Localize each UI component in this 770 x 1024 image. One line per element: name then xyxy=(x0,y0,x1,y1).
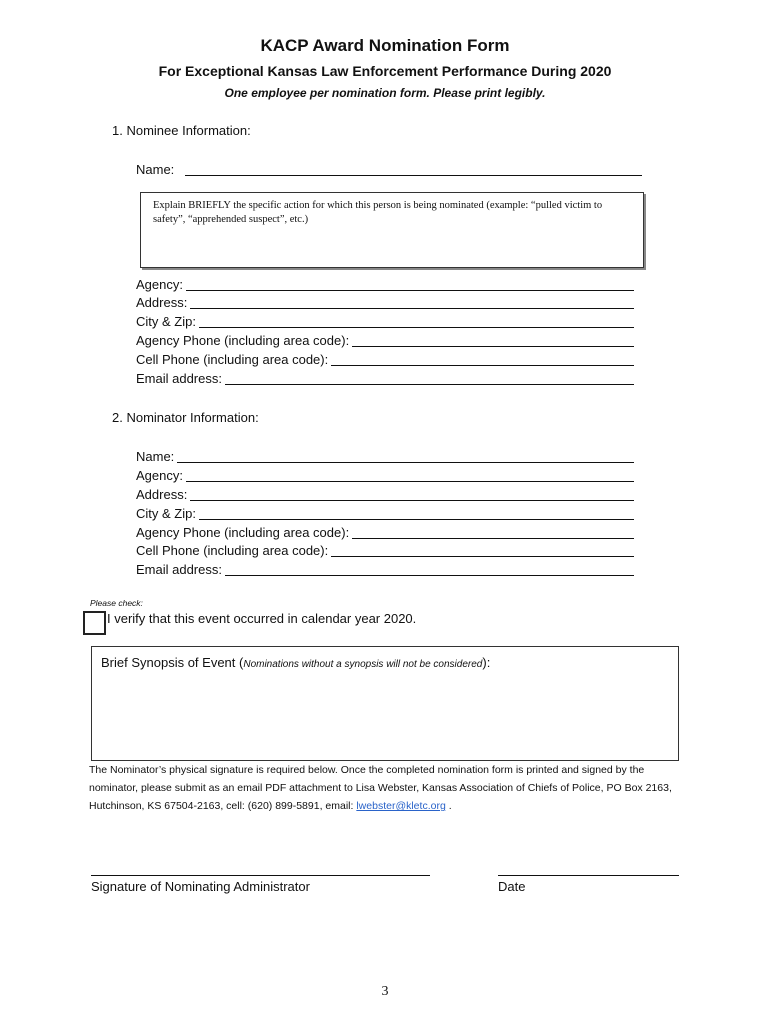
nominator-name-field[interactable] xyxy=(177,449,634,463)
nominee-agency-row xyxy=(136,275,634,292)
signature-label: Signature of Nominating Administrator xyxy=(91,879,310,894)
nominee-city-zip-field[interactable] xyxy=(199,314,634,328)
nominee-explain-text: Explain BRIEFLY the specific action for which this person is being nominated (example: “pulled victim to safety”, “apprehended suspect”, etc.) xyxy=(153,200,603,225)
form-subtitle: For Exceptional Kansas Law Enforcement Performance During 2020 xyxy=(158,63,612,79)
date-line[interactable] xyxy=(498,875,679,876)
nominee-cell-phone-field[interactable] xyxy=(331,352,634,366)
nominator-cell-phone-row xyxy=(136,541,634,558)
nominator-city-zip-label: City & Zip: xyxy=(136,506,196,521)
nominee-address-row xyxy=(136,293,634,310)
please-check-label: Please check: xyxy=(90,598,143,608)
nominee-address-field[interactable] xyxy=(190,295,634,309)
submission-instructions-text: The Nominator’s physical signature is required below. Once the completed nomination form is printed and signed by the nominator, please submit as an email PDF attachment to Lisa Webster, Kansas Association of Chiefs of Police, PO Box 2163, Hutchinson, KS 67504-2163, cell: (620) 899-5891, email: xyxy=(89,764,672,812)
verify-checkbox[interactable] xyxy=(83,611,106,635)
nominator-agency-field[interactable] xyxy=(186,468,634,482)
submission-instructions xyxy=(89,761,689,815)
nominee-explain-box[interactable] xyxy=(140,192,644,268)
nominator-email-field[interactable] xyxy=(225,562,634,576)
nominee-city-zip-label: City & Zip: xyxy=(136,314,196,329)
nominator-address-field[interactable] xyxy=(190,487,634,501)
synopsis-label-end: ): xyxy=(482,655,491,670)
nominee-name-label: Name: xyxy=(136,162,175,177)
nominee-cell-phone-row xyxy=(136,350,634,367)
synopsis-label-start: Brief Synopsis of Event ( xyxy=(101,655,244,670)
form-title: KACP Award Nomination Form xyxy=(260,36,510,55)
nominee-agency-phone-field[interactable] xyxy=(352,333,634,347)
signature-line[interactable] xyxy=(91,875,430,876)
nominator-section-heading: 2. Nominator Information: xyxy=(112,410,259,425)
page-number: 3 xyxy=(381,984,389,999)
nominator-agency-phone-row xyxy=(136,523,634,540)
nominee-city-zip-row xyxy=(136,312,634,329)
nominee-name-row xyxy=(136,160,642,177)
nominator-address-label: Address: xyxy=(136,487,188,502)
nominee-email-label: Email address: xyxy=(136,371,222,386)
nominator-agency-phone-field[interactable] xyxy=(352,525,634,539)
nominator-city-zip-row xyxy=(136,504,634,521)
nominator-agency-row xyxy=(136,466,634,483)
nominee-name-field[interactable] xyxy=(185,162,642,176)
nominator-city-zip-field[interactable] xyxy=(199,506,634,520)
nominator-email-label: Email address: xyxy=(136,562,222,577)
nominee-email-row xyxy=(136,369,634,386)
nominator-agency-phone-label: Agency Phone (including area code): xyxy=(136,525,350,540)
nominator-email-row xyxy=(136,560,634,577)
nominee-agency-phone-label: Agency Phone (including area code): xyxy=(136,333,350,348)
nominee-agency-label: Agency: xyxy=(136,277,183,292)
nominator-cell-phone-field[interactable] xyxy=(331,543,634,557)
nominee-cell-phone-label: Cell Phone (including area code): xyxy=(136,352,329,367)
date-label: Date xyxy=(498,879,526,894)
nominator-cell-phone-label: Cell Phone (including area code): xyxy=(136,543,329,558)
nominator-name-row xyxy=(136,447,634,464)
nominee-address-label: Address: xyxy=(136,295,188,310)
synopsis-box[interactable] xyxy=(91,646,679,761)
nominee-email-field[interactable] xyxy=(225,371,634,385)
nominator-address-row xyxy=(136,485,634,502)
nominee-agency-field[interactable] xyxy=(186,277,634,291)
nominee-section-heading: 1. Nominee Information: xyxy=(112,123,251,138)
nominee-agency-phone-row xyxy=(136,331,634,348)
form-instructions: One employee per nomination form. Please print legibly. xyxy=(224,86,546,100)
verify-text: I verify that this event occurred in calendar year 2020. xyxy=(107,611,417,626)
email-link[interactable]: lwebster@kletc.org xyxy=(356,800,446,812)
synopsis-note: Nominations without a synopsis will not be considered xyxy=(243,659,483,670)
nominator-agency-label: Agency: xyxy=(136,468,183,483)
submission-instructions-end: . xyxy=(445,800,452,812)
nominator-name-label: Name: xyxy=(136,449,175,464)
synopsis-label xyxy=(101,655,490,670)
